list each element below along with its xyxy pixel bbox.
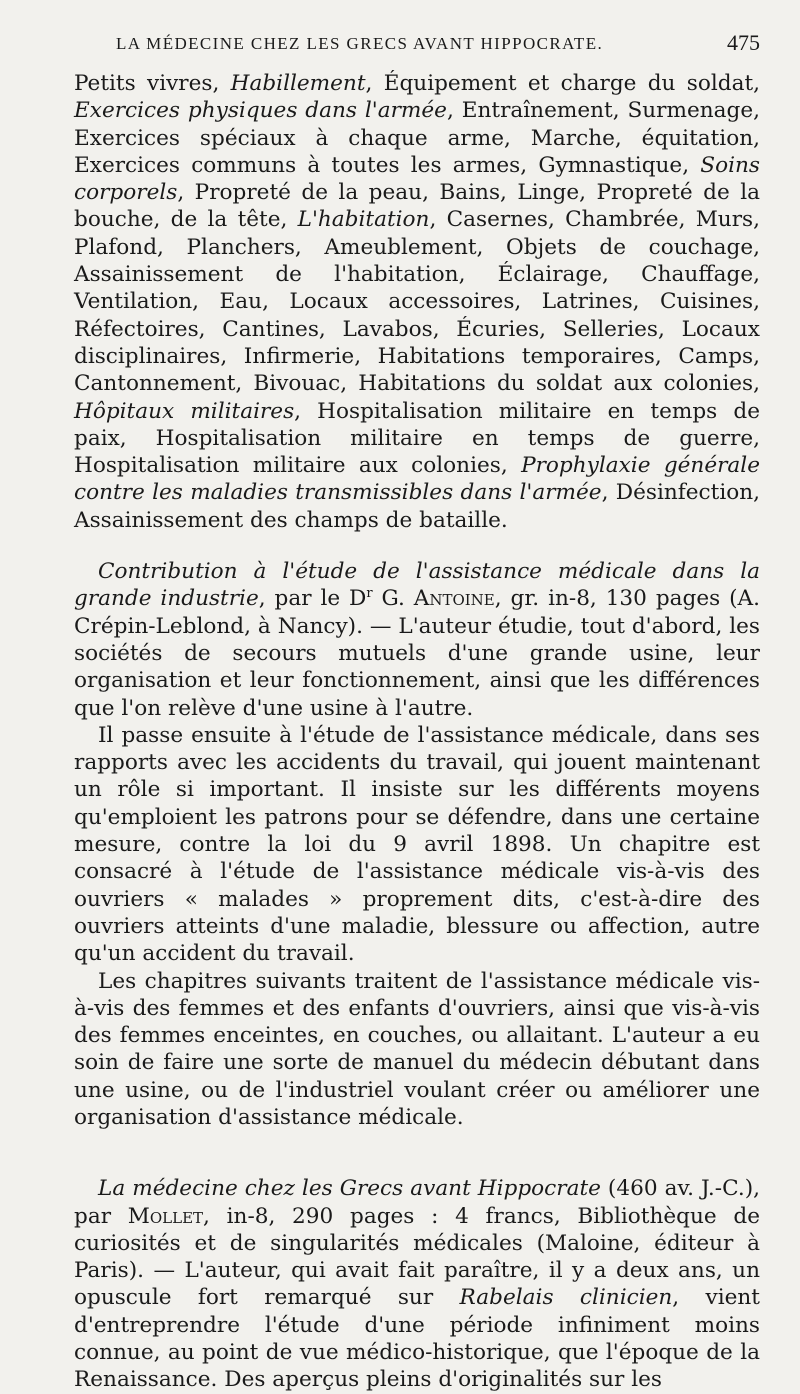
- review-mollet: [74, 1175, 760, 1393]
- text-span: , par le D: [258, 586, 367, 612]
- text-span: Petits vivres,: [74, 71, 231, 96]
- section-gap: [74, 1131, 760, 1175]
- paragraph: Les chapitres suivants traitent de l'assistance médicale vis-à-vis des femmes et des enfants d'ouvriers, ainsi que vis-à-vis des femmes enceintes, en couches, ou allaitant. L'auteur a eu soin de faire une sorte de manuel du médecin débutant dans une usine, ou de l'industriel voulant créer ou améliorer une organisation d'assistance médicale.: [74, 968, 760, 1130]
- italic-heading: Exercices physiques dans l'armée: [74, 98, 447, 124]
- italic-heading: Prophylaxie générale contre les maladies transmissibles dans l'armée: [74, 453, 760, 506]
- book-title: Rabelais clinicien: [459, 1285, 673, 1311]
- italic-heading: Habillement: [230, 71, 366, 96]
- author-name: Antoine: [413, 586, 495, 612]
- italic-heading: Hôpitaux militaires: [74, 398, 295, 424]
- text-span: G.: [372, 586, 414, 612]
- review-antoine: [74, 558, 760, 722]
- superscript: r: [366, 586, 373, 602]
- text-span: , Entraînement, Surmenage, Exercices spéciaux à chaque arme, Marche, équitation, Exercices communs à toutes les armes, Gymnastique,: [74, 98, 760, 178]
- text-span: , Équipement et charge du soldat,: [365, 71, 760, 96]
- text-span: , gr. in-8, 130 pages (A. Crépin-Leblond, à Nancy). — L'auteur étudie, tout d'abord, les sociétés de secours mutuels d'une grande usine, leur organisation et leur fonctionnement, ainsi que les différences que l'on relève d'une usine à l'autre.: [74, 586, 760, 721]
- section-gap: [74, 534, 760, 558]
- text-span: , in-8, 290 pages : 4 francs, Bibliothèque de curiosités et de singularités médicales (Maloine, éditeur à Paris). — L'auteur, qui avait fait paraître, il y a deux ans, un opuscule fort remarqué sur: [74, 1203, 761, 1311]
- text-span: , Hospitalisation militaire en temps de paix, Hospitalisation militaire en temps de guerre, Hospitalisation militaire aux colonies,: [74, 398, 760, 479]
- paragraph-table-of-contents: [74, 70, 760, 534]
- text-span: , Désinfection, Assainissement des champs de bataille.: [74, 480, 760, 533]
- italic-heading: L'habitation: [297, 207, 430, 233]
- running-title: LA MÉDECINE CHEZ LES GRECS AVANT HIPPOCRATE.: [116, 34, 604, 53]
- book-title: Contribution à l'étude de l'assistance médicale dans la grande industrie: [74, 559, 760, 612]
- book-page: [74, 30, 760, 1394]
- italic-heading: Soins corporels: [74, 152, 760, 206]
- text-span: , Propreté de la peau, Bains, Linge, Propreté de la bouche, de la tête,: [74, 180, 760, 233]
- page-number: 475: [727, 30, 760, 55]
- page-header: [74, 30, 760, 70]
- book-title: La médecine chez les Grecs avant Hippocrate: [98, 1176, 601, 1202]
- text-span: , Casernes, Chambrée, Murs, Plafond, Planchers, Ameublement, Objets de couchage, Assainissement de l'habitation, Éclairage, Chauffage, Ventilation, Eau, Locaux accessoires, Latrines, Cuisines, Réfectoires, Cantines, Lavabos, Écuries, Selleries, Locaux disciplinaires, Infirmerie, Habitations temporaires, Camps, Cantonnement, Bivouac, Habitations du soldat aux colonies,: [74, 207, 760, 397]
- text-span: , vient d'entreprendre l'étude d'une période infiniment moins connue, au point de vue médico-historique, que l'époque de la Renaissance. Des aperçus pleins d'originalités sur les: [74, 1285, 760, 1393]
- author-name: Mollet: [127, 1203, 204, 1229]
- paragraph: Il passe ensuite à l'étude de l'assistance médicale, dans ses rapports avec les accidents du travail, qui jouent maintenant un rôle si important. Il insiste sur les différents moyens qu'emploient les patrons pour se défendre, dans une certaine mesure, contre la loi du 9 avril 1898. Un chapitre est consacré à l'étude de l'assistance médicale vis-à-vis des ouvriers « malades » proprement dits, c'est-à-dire des ouvriers atteints d'une maladie, blessure ou affection, autre qu'un accident du travail.: [74, 722, 760, 967]
- text-span: (460 av. J.-C.), par: [74, 1176, 761, 1229]
